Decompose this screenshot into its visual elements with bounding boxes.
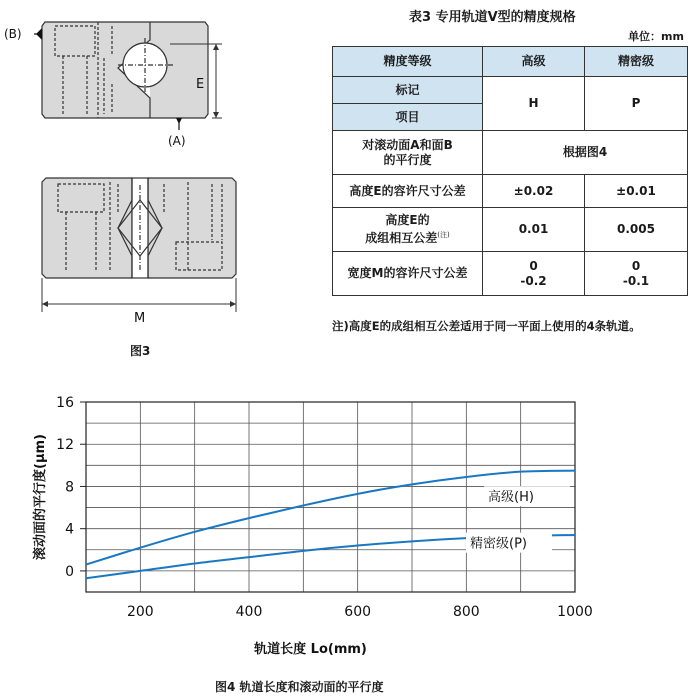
y-tick-label: 4 xyxy=(65,521,74,538)
x-tick-label: 800 xyxy=(452,604,480,620)
x-tick-label: 200 xyxy=(126,604,154,620)
row-height-tolerance-h: ±0.02 xyxy=(483,175,585,208)
row-height-tolerance-p: ±0.01 xyxy=(585,175,688,208)
header-precision: 精密级 xyxy=(585,47,688,77)
header-high: 高级 xyxy=(483,47,585,77)
row-height-group-line1: 高度E的 xyxy=(385,213,430,227)
row-parallelism-line1: 对滚动面A和面B xyxy=(362,137,453,152)
table-title: 表3 专用轨道V型的精度规格 xyxy=(409,10,576,25)
table-note: 注)高度E的成组相互公差适用于同一平面上使用的4条轨道。 xyxy=(332,319,641,333)
row-parallelism-label xyxy=(333,131,483,175)
row-width-tolerance-h xyxy=(483,252,585,296)
series-label-high: 高级(H) xyxy=(488,490,534,506)
label-e: E xyxy=(196,77,205,92)
note-marker: (注) xyxy=(437,231,450,239)
y-tick-label: 0 xyxy=(65,563,74,580)
figure-3-drawing xyxy=(0,0,320,360)
x-tick-label: 400 xyxy=(235,604,263,620)
mark-label: 标记 xyxy=(333,77,483,104)
label-m: M xyxy=(134,311,146,326)
x-tick-label: 600 xyxy=(344,604,372,620)
item-label: 项目 xyxy=(333,104,483,131)
y-tick-label: 8 xyxy=(65,479,74,496)
row-parallelism-line2: 的平行度 xyxy=(383,152,432,167)
table-unit: 单位：mm xyxy=(628,30,684,43)
row-width-tolerance-label: 宽度M的容许尺寸公差 xyxy=(333,252,483,296)
figure-4-chart xyxy=(0,380,700,697)
chart-labels xyxy=(32,395,593,657)
figure-3-caption: 图3 xyxy=(130,344,151,358)
row-parallelism-value: 根据图4 xyxy=(483,131,688,175)
header-grade: 精度等级 xyxy=(333,47,483,77)
label-a: (A) xyxy=(168,134,186,148)
y-tick-label: 12 xyxy=(56,437,74,454)
mark-p: P xyxy=(585,77,688,131)
width-p-upper: 0 xyxy=(631,258,641,273)
mark-h: H xyxy=(483,77,585,131)
y-tick-label: 16 xyxy=(56,395,74,411)
row-height-tolerance-label: 高度E的容许尺寸公差 xyxy=(333,175,483,208)
x-axis-label: 轨道长度 Lo(mm) xyxy=(254,642,367,657)
y-axis-label: 滚动面的平行度(μm) xyxy=(33,434,48,560)
label-b: (B) xyxy=(4,27,22,41)
row-height-group-line2: 成组相互公差 xyxy=(365,231,438,245)
row-height-group-label xyxy=(333,208,483,252)
figure-4-caption: 图4 轨道长度和滚动面的平行度 xyxy=(215,680,384,694)
x-tick-label: 1000 xyxy=(557,604,593,620)
series-label-precision: 精密级(P) xyxy=(470,536,527,552)
row-width-tolerance-p xyxy=(585,252,688,296)
width-p-lower: -0.1 xyxy=(622,273,650,288)
width-h-lower: -0.2 xyxy=(520,273,547,288)
precision-spec-table xyxy=(332,46,688,296)
row-height-group-h: 0.01 xyxy=(483,208,585,252)
row-height-group-p: 0.005 xyxy=(585,208,688,252)
width-h-upper: 0 xyxy=(529,258,538,273)
